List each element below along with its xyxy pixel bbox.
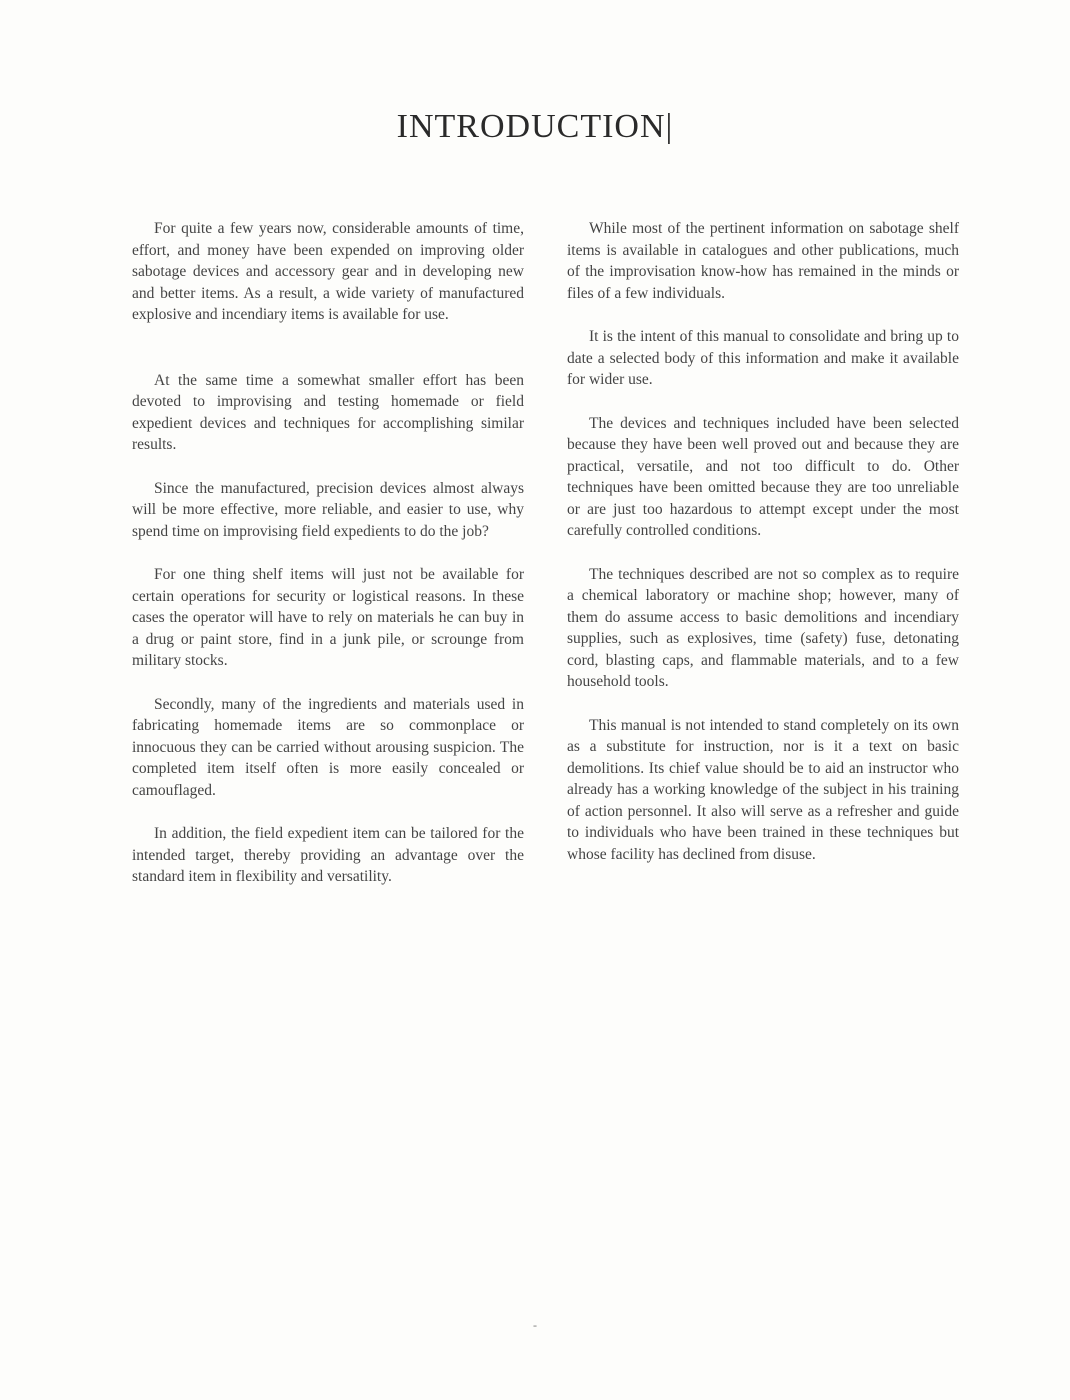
paragraph: The techniques described are not so complex as to require a chemical laboratory or machine shop; however, many of them do assume access to basic demolitions and incendiary supplies, such as explosives, time (safety) fuse, detonating cord, blasting caps, and flammable materials, and to a few household tools. <box>567 565 959 690</box>
paragraph: For one thing shelf items will just not be available for certain operations for security or logistical reasons. In these cases the operator will have to rely on materials he can buy in a drug or paint store, find in a junk pile, or scrounge from military stocks. <box>132 566 524 669</box>
paragraph: It is the intent of this manual to consolidate and bring up to date a selected body of this information and make it available for wider use. <box>567 328 959 388</box>
page-number-mark: - <box>533 1318 537 1332</box>
paragraph: This manual is not intended to stand completely on its own as a substitute for instruction, nor is it a text on basic demolitions. Its chief value should be to aid an instructor who already has a working knowledge of the subject in his training of action personnel. It also will serve as a refresher and guide to individuals who have been trained in these techniques but whose facility has declined from disuse. <box>567 716 959 863</box>
paragraph: At the same time a somewhat smaller effort has been devoted to improvising and testing homemade or field expedient devices and techniques for accomplishing similar results. <box>132 371 524 453</box>
page-title: INTRODUCTION| <box>396 108 674 145</box>
right-column <box>567 218 959 865</box>
paragraph: For quite a few years now, considerable amounts of time, effort, and money have been expended on improving older sabotage devices and accessory gear and in developing new and better items. As a result, a wide variety of manufactured explosive and incendiary items is available for use. <box>132 220 524 323</box>
paragraph: Secondly, many of the ingredients and materials used in fabricating homemade items are so commonplace or innocuous they can be carried without arousing suspicion. The completed item itself often is more easily concealed or camouflaged. <box>132 695 524 799</box>
paragraph: The devices and techniques included have been selected because they have been well proved out and because they are practical, versatile, and not too difficult to do. Other techniques have been omitted because they are too unreliable or are just too hazardous to attempt except under the most carefully controlled conditions. <box>567 414 959 539</box>
paragraph: While most of the pertinent information on sabotage shelf items is available in catalogues and other publications, much of the improvisation know-how has remained in the minds or files of a few individuals. <box>567 220 959 302</box>
paragraph: In addition, the field expedient item can be tailored for the intended target, thereby providing an advantage over the standard item in flexibility and versatility. <box>132 825 524 885</box>
paragraph: Since the manufactured, precision devices almost always will be more effective, more reliable, and easier to use, why spend time on improvising field expedients to do the job? <box>132 479 524 540</box>
left-column <box>132 218 524 888</box>
